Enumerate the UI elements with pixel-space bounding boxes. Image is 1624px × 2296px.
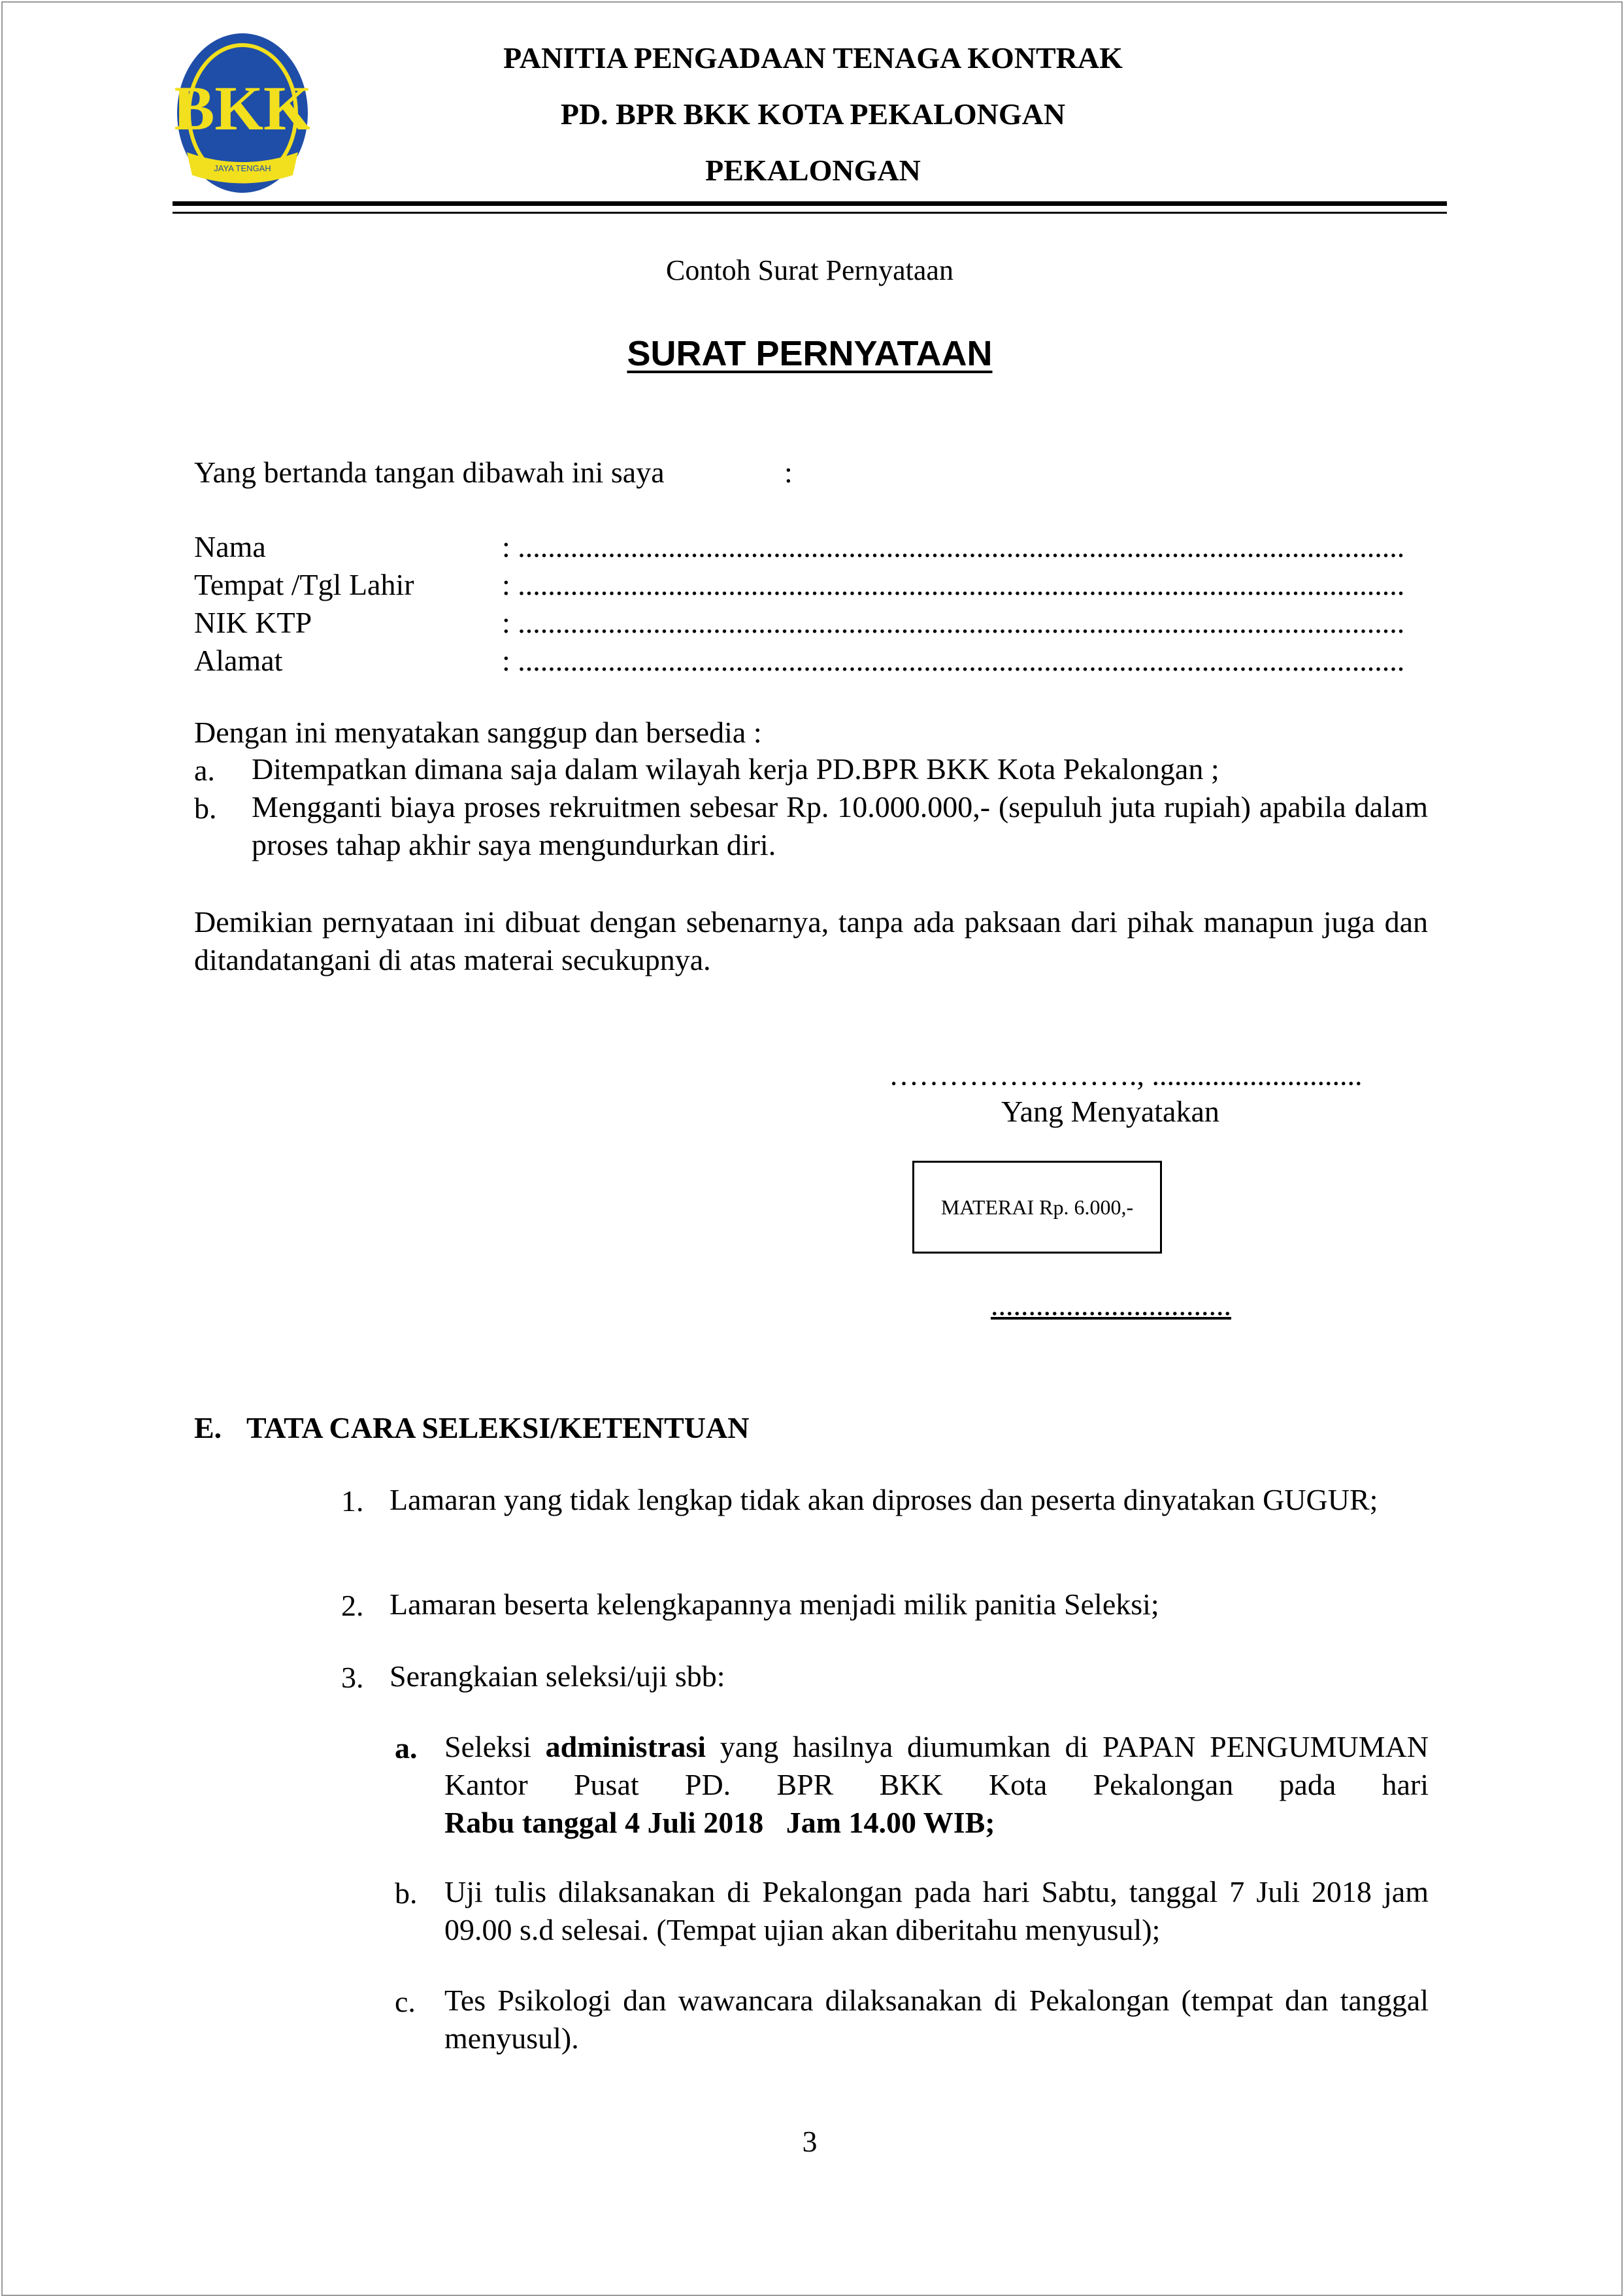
field-fill-tempat-tgl-lahir: : ......................................................................................................................: [502, 568, 1405, 601]
sub-item-c: Tes Psikologi dan wawancara dilaksanakan di Pekalongan (tempat dan tanggal menyusul).: [444, 1984, 1429, 2055]
field-label-nama: Nama: [194, 530, 266, 563]
letterhead-rule-thin: [173, 212, 1447, 214]
field-label-tempat-tgl-lahir: Tempat /Tgl Lahir: [194, 568, 414, 601]
org-name-line-1: PANITIA PENGADAAN TENAGA KONTRAK: [503, 41, 1123, 75]
statement-intro: Dengan ini menyatakan sanggup dan bersedia :: [194, 716, 762, 749]
page-number: 3: [802, 2125, 818, 2158]
sub-item-a-mid: yang hasilnya diumumkan di PAPAN PENGUMUMAN Kantor Pusat PD. BPR BKK Kota Pekalongan pada hari: [444, 1730, 1429, 1801]
signature-place-date: ……………………., ............................: [889, 1058, 1363, 1091]
sub-item-a-bold-administrasi: administrasi: [545, 1730, 706, 1763]
document-title: [173, 333, 1447, 374]
statement-item-b: Mengganti biaya proses rekruitmen sebesar Rp. 10.000.000,- (sepuluh juta rupiah) apabila dalam proses tahap akhir saya mengundurkan diri.: [252, 790, 1428, 861]
sub-item-a: [444, 1728, 1429, 1842]
field-fill-nama: : ......................................................................................................................: [502, 530, 1405, 563]
section-e-number: E.: [194, 1411, 222, 1444]
field-label-alamat: Alamat: [194, 644, 283, 677]
org-name-line-3: PEKALONGAN: [705, 154, 921, 187]
field-label-nik-ktp: NIK KTP: [194, 606, 312, 639]
materai-stamp-box: [912, 1161, 1162, 1254]
sub-item-marker-c: c.: [395, 1985, 416, 2018]
intro-colon: :: [784, 456, 793, 489]
document-caption: Contoh Surat Pernyataan: [666, 254, 953, 286]
signature-name-line: ................................: [991, 1288, 1231, 1322]
materai-text: MATERAI Rp. 6.000,-: [940, 1195, 1134, 1219]
sub-item-a-pre: Seleksi: [444, 1730, 546, 1763]
rule-marker-1: 1.: [341, 1484, 364, 1518]
section-e-title: TATA CARA SELEKSI/KETENTUAN: [246, 1411, 750, 1444]
sub-item-a-bold-date: Rabu tanggal 4 Juli 2018 Jam 14.00 WIB;: [444, 1806, 995, 1839]
signature-label: Yang Menyatakan: [1001, 1095, 1219, 1128]
field-fill-nik-ktp: : ......................................................................................................................: [502, 606, 1405, 639]
rule-item-3: Serangkaian seleksi/uji sbb:: [389, 1659, 725, 1693]
statement-marker-a: a.: [194, 754, 215, 787]
intro-text: Yang bertanda tangan dibawah ini saya: [194, 456, 665, 489]
field-fill-alamat: : ......................................................................................................................: [502, 644, 1405, 677]
letterhead-rule-thick: [173, 201, 1447, 206]
sub-item-marker-a: a.: [395, 1731, 418, 1765]
logo-text: BKK: [175, 73, 310, 143]
rule-marker-2: 2.: [341, 1589, 364, 1622]
rule-marker-3: 3.: [341, 1661, 364, 1694]
sub-item-b: Uji tulis dilaksanakan di Pekalongan pada hari Sabtu, tanggal 7 Juli 2018 jam 09.00 s.d selesai. (Tempat ujian akan diberitahu menyusul);: [444, 1875, 1429, 1946]
document-title-text: SURAT PERNYATAAN: [627, 334, 993, 373]
statement-item-a: Ditempatkan dimana saja dalam wilayah kerja PD.BPR BKK Kota Pekalongan ;: [252, 752, 1219, 786]
rule-item-1: Lamaran yang tidak lengkap tidak akan diproses dan peserta dinyatakan GUGUR;: [389, 1483, 1378, 1516]
statement-marker-b: b.: [194, 791, 217, 825]
closing-paragraph: Demikian pernyataan ini dibuat dengan sebenarnya, tanpa ada paksaan dari pihak manapun juga dan ditandatangani di atas materai secukupnya.: [194, 905, 1428, 976]
bkk-logo-icon: [175, 31, 310, 195]
sub-item-marker-b: b.: [395, 1876, 418, 1910]
rule-item-2: Lamaran beserta kelengkapannya menjadi milik panitia Seleksi;: [389, 1588, 1159, 1621]
section-e-heading: [194, 1410, 749, 1445]
org-name-line-2: PD. BPR BKK KOTA PEKALONGAN: [560, 97, 1066, 131]
logo-motto: JAYA TENGAH: [214, 163, 271, 173]
